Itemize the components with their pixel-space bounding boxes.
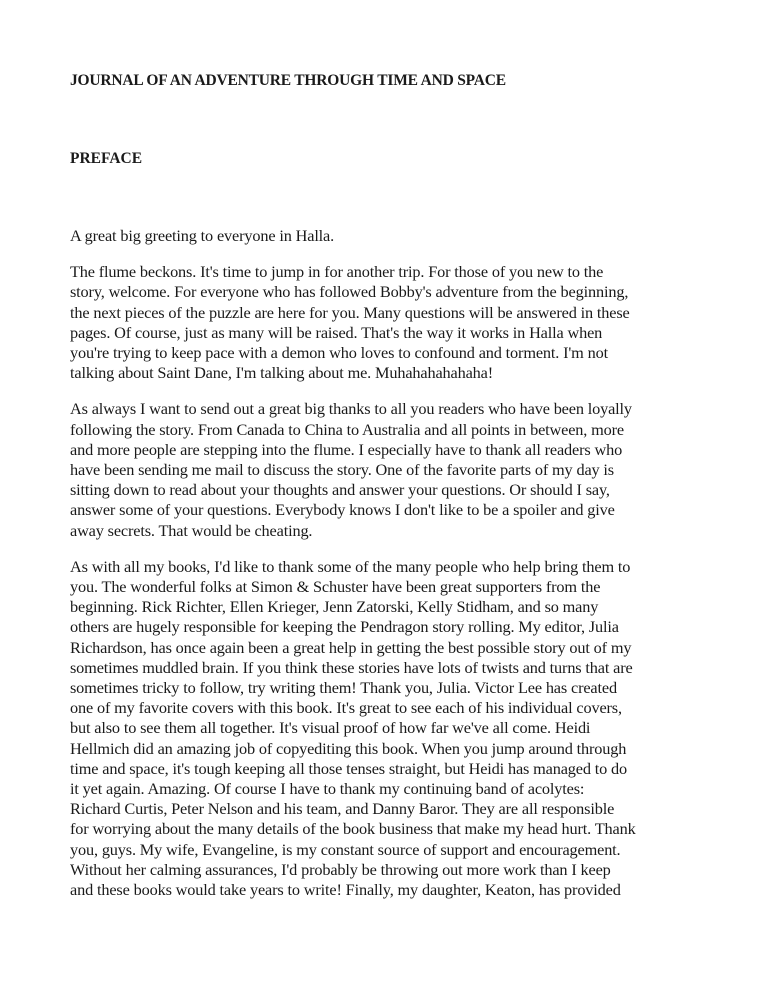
text-line: but also to see them all together. It's visual proof of how far we've all come. Heidi	[70, 718, 591, 738]
text-line: The flume beckons. It's time to jump in for another trip. For those of you new to the	[70, 262, 604, 282]
text-line: As with all my books, I'd like to thank some of the many people who help bring them to	[70, 556, 631, 576]
text-line: A great big greeting to everyone in Halla.	[70, 226, 335, 245]
text-line: pages. Of course, just as many will be raised. That's the way it works in Halla when	[70, 322, 603, 342]
text-line: you. The wonderful folks at Simon & Schuster have been great supporters from the	[70, 577, 601, 597]
text-line: talking about Saint Dane, I'm talking about me. Muhahahahahaha!	[70, 363, 494, 383]
text-line: you're trying to keep pace with a demon who loves to confound and torment. I'm not	[70, 343, 608, 363]
text-line: and these books would take years to write! Finally, my daughter, Keaton, has provided	[70, 880, 621, 900]
paragraph	[70, 399, 720, 540]
text-line: Richardson, has once again been a great help in getting the best possible story out of my	[70, 637, 632, 657]
text-line: away secrets. That would be cheating.	[70, 520, 313, 540]
text-line: time and space, it's tough keeping all those tenses straight, but Heidi has managed to do	[70, 758, 628, 778]
paragraph	[70, 557, 720, 900]
text-line: you, guys. My wife, Evangeline, is my constant source of support and encouragement.	[70, 839, 621, 859]
text-line: the next pieces of the puzzle are here for you. Many questions will be answered in these	[70, 302, 630, 322]
text-line: for worrying about the many details of the book business that make my head hurt. Thank	[70, 819, 636, 839]
text-line: sometimes muddled brain. If you think these stories have lots of twists and turns that are	[70, 657, 633, 677]
section-heading-preface: PREFACE	[70, 150, 143, 167]
text-line: sitting down to read about your thoughts and answer your questions. Or should I say,	[70, 480, 610, 500]
text-line: others are hugely responsible for keeping the Pendragon story rolling. My editor, Julia	[70, 617, 619, 637]
text-line: it yet again. Amazing. Of course I have to thank my continuing band of acolytes:	[70, 779, 585, 799]
text-line: answer some of your questions. Everybody knows I don't like to be a spoiler and give	[70, 500, 615, 520]
preface-body	[70, 226, 720, 916]
text-line: As always I want to send out a great big thanks to all you readers who have been loyally	[70, 399, 632, 419]
paragraph	[70, 262, 720, 383]
text-line: one of my favorite covers with this book. It's great to see each of his individual covers,	[70, 698, 622, 718]
text-line: have been sending me mail to discuss the story. One of the favorite parts of my day is	[70, 460, 614, 480]
text-line: following the story. From Canada to China to Australia and all points in between, more	[70, 419, 624, 439]
text-line: story, welcome. For everyone who has followed Bobby's adventure from the beginning,	[70, 282, 629, 302]
document-title: JOURNAL OF AN ADVENTURE THROUGH TIME AND SPACE	[70, 72, 506, 89]
text-line: sometimes tricky to follow, try writing them! Thank you, Julia. Victor Lee has created	[70, 678, 617, 698]
text-line: beginning. Rick Richter, Ellen Krieger, Jenn Zatorski, Kelly Stidham, and so many	[70, 597, 599, 617]
text-line: Without her calming assurances, I'd probably be throwing out more work than I keep	[70, 859, 611, 879]
text-line: and more people are stepping into the flume. I especially have to thank all readers who	[70, 439, 623, 459]
text-line: Richard Curtis, Peter Nelson and his team, and Danny Baror. They are all responsible	[70, 799, 615, 819]
text-line: Hellmich did an amazing job of copyediting this book. When you jump around through	[70, 738, 627, 758]
paragraph	[70, 226, 720, 246]
